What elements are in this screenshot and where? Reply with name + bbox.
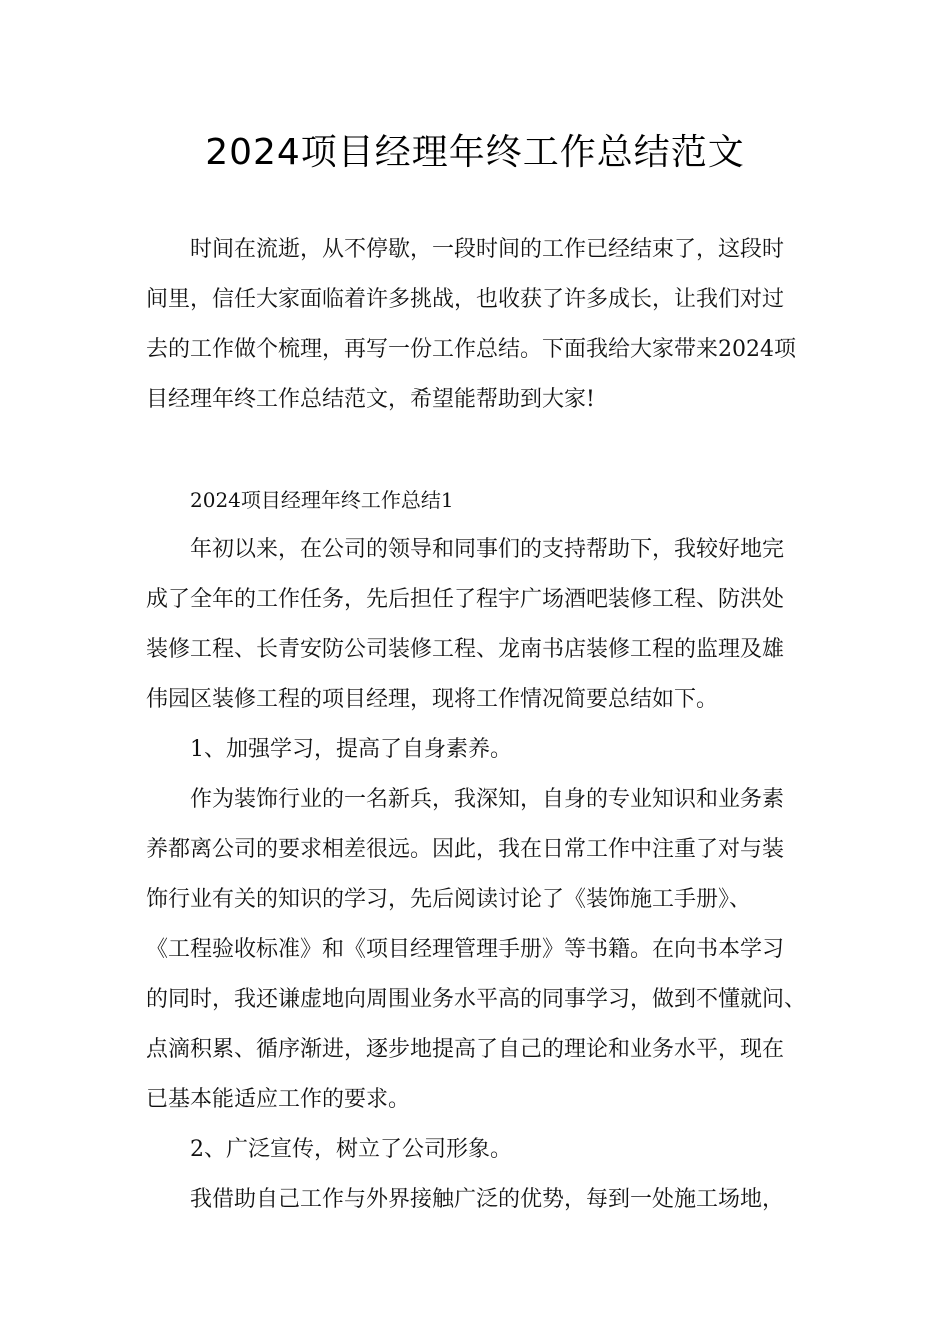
section-heading: 2024项目经理年终工作总结1	[190, 488, 454, 512]
subsection-heading: 1、加强学习，提高了自身素养。	[190, 737, 512, 762]
paragraph-line: 时间在流逝，从不停歇，一段时间的工作已经结束了，这段时	[190, 237, 785, 262]
paragraph-line: 成了全年的工作任务，先后担任了程宇广场酒吧装修工程、防洪处	[146, 587, 785, 612]
paragraph-line: 间里，信任大家面临着许多挑战，也收获了许多成长，让我们对过	[146, 287, 785, 312]
paragraph-line: 饰行业有关的知识的学习，先后阅读讨论了《装饰施工手册》、	[146, 887, 752, 912]
subsection-heading: 2、广泛宣传，树立了公司形象。	[190, 1137, 512, 1162]
paragraph-line: 伟园区装修工程的项目经理，现将工作情况简要总结如下。	[146, 687, 719, 712]
paragraph-line: 我借助自己工作与外界接触广泛的优势，每到一处施工场地，	[190, 1187, 785, 1212]
paragraph-line: 作为装饰行业的一名新兵，我深知，自身的专业知识和业务素	[190, 787, 785, 812]
document-title: 2024项目经理年终工作总结范文	[205, 132, 745, 173]
paragraph-line: 装修工程、长青安防公司装修工程、龙南书店装修工程的监理及雄	[146, 637, 785, 662]
paragraph-line: 养都离公司的要求相差很远。因此，我在日常工作中注重了对与装	[146, 837, 785, 862]
paragraph-line: 的同时，我还谦虚地向周围业务水平高的同事学习，做到不懂就问、	[146, 987, 807, 1012]
paragraph-line: 去的工作做个梳理，再写一份工作总结。下面我给大家带来2024项	[146, 337, 796, 362]
paragraph-line: 目经理年终工作总结范文，希望能帮助到大家!	[146, 387, 595, 412]
paragraph-line: 点滴积累、循序渐进，逐步地提高了自己的理论和业务水平，现在	[146, 1037, 785, 1062]
paragraph-line: 年初以来，在公司的领导和同事们的支持帮助下，我较好地完	[190, 537, 785, 562]
paragraph-line: 《工程验收标准》和《项目经理管理手册》等书籍。在向书本学习	[146, 937, 785, 962]
paragraph-line: 已基本能适应工作的要求。	[146, 1087, 411, 1112]
